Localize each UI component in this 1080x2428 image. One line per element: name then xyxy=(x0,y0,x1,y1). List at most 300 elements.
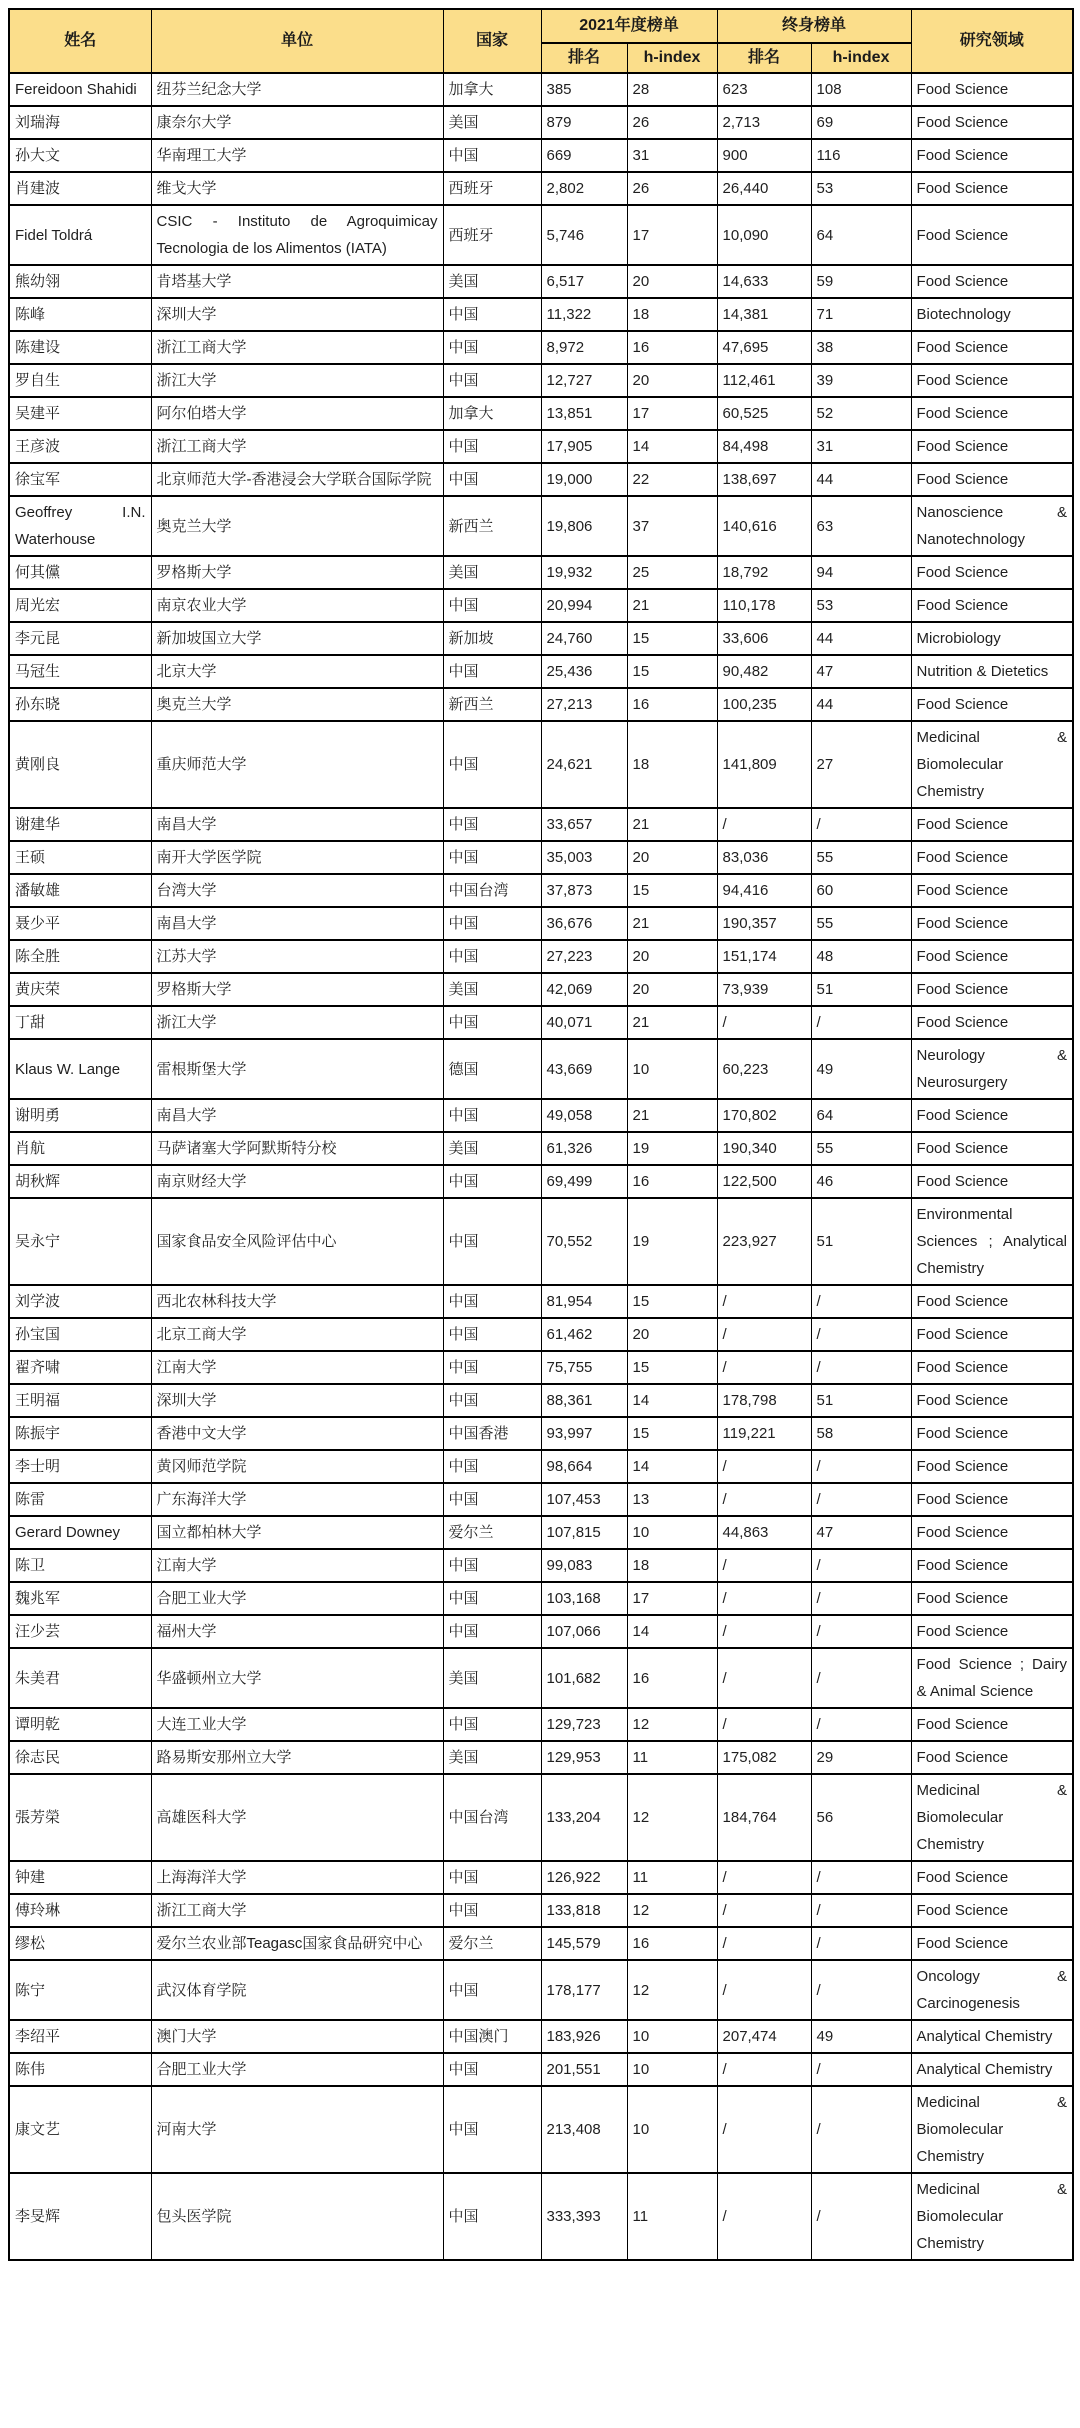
cell-rank_lifetime: 623 xyxy=(717,73,811,106)
cell-rank_lifetime: 14,633 xyxy=(717,265,811,298)
table-row xyxy=(9,1774,1073,1861)
cell-name: 肖航 xyxy=(9,1132,151,1165)
cell-field: Food Science xyxy=(911,874,1073,907)
cell-rank_2021: 13,851 xyxy=(541,397,627,430)
cell-rank_lifetime: / xyxy=(717,1648,811,1708)
cell-institution: 南京财经大学 xyxy=(151,1165,443,1198)
cell-country: 中国 xyxy=(443,1582,541,1615)
cell-hindex_lifetime: 55 xyxy=(811,1132,911,1165)
cell-rank_2021: 98,664 xyxy=(541,1450,627,1483)
cell-hindex_lifetime: / xyxy=(811,2086,911,2173)
cell-rank_2021: 133,818 xyxy=(541,1894,627,1927)
cell-field: Food Science xyxy=(911,1285,1073,1318)
table-row xyxy=(9,1708,1073,1741)
cell-institution: 纽芬兰纪念大学 xyxy=(151,73,443,106)
table-row xyxy=(9,1099,1073,1132)
cell-name: 周光宏 xyxy=(9,589,151,622)
cell-institution: 江苏大学 xyxy=(151,940,443,973)
cell-hindex_lifetime: 47 xyxy=(811,655,911,688)
cell-country: 中国 xyxy=(443,1099,541,1132)
cell-institution: 河南大学 xyxy=(151,2086,443,2173)
cell-hindex_2021: 26 xyxy=(627,106,717,139)
cell-rank_lifetime: / xyxy=(717,1450,811,1483)
cell-rank_lifetime: 190,357 xyxy=(717,907,811,940)
cell-name: 王彦波 xyxy=(9,430,151,463)
cell-institution: 合肥工业大学 xyxy=(151,1582,443,1615)
table-row xyxy=(9,2053,1073,2086)
cell-rank_lifetime: 119,221 xyxy=(717,1417,811,1450)
cell-field: Food Science xyxy=(911,841,1073,874)
table-row xyxy=(9,496,1073,556)
cell-hindex_2021: 16 xyxy=(627,1165,717,1198)
cell-institution: 西北农林科技大学 xyxy=(151,1285,443,1318)
cell-rank_lifetime: / xyxy=(717,808,811,841)
cell-name: 马冠生 xyxy=(9,655,151,688)
cell-name: 傅玲琳 xyxy=(9,1894,151,1927)
cell-rank_2021: 183,926 xyxy=(541,2020,627,2053)
cell-institution: CSIC - Instituto de Agroquimicay Tecnologia de los Alimentos (IATA) xyxy=(151,205,443,265)
cell-country: 中国 xyxy=(443,139,541,172)
cell-field: Food Science xyxy=(911,589,1073,622)
cell-institution: 南昌大学 xyxy=(151,907,443,940)
cell-institution: 上海海洋大学 xyxy=(151,1861,443,1894)
cell-hindex_2021: 17 xyxy=(627,205,717,265)
table-row xyxy=(9,397,1073,430)
cell-rank_2021: 61,326 xyxy=(541,1132,627,1165)
cell-name: Klaus W. Lange xyxy=(9,1039,151,1099)
cell-name: 丁甜 xyxy=(9,1006,151,1039)
cell-rank_2021: 12,727 xyxy=(541,364,627,397)
header-institution: 单位 xyxy=(151,9,443,73)
cell-institution: 澳门大学 xyxy=(151,2020,443,2053)
cell-hindex_2021: 20 xyxy=(627,940,717,973)
table-row xyxy=(9,1741,1073,1774)
cell-rank_2021: 103,168 xyxy=(541,1582,627,1615)
cell-rank_2021: 2,802 xyxy=(541,172,627,205)
cell-country: 中国 xyxy=(443,1861,541,1894)
cell-country: 中国 xyxy=(443,2053,541,2086)
cell-country: 西班牙 xyxy=(443,205,541,265)
cell-hindex_lifetime: / xyxy=(811,1894,911,1927)
cell-name: 李士明 xyxy=(9,1450,151,1483)
cell-rank_lifetime: 900 xyxy=(717,139,811,172)
cell-hindex_lifetime: 108 xyxy=(811,73,911,106)
cell-country: 中国 xyxy=(443,2173,541,2260)
cell-rank_lifetime: 2,713 xyxy=(717,106,811,139)
cell-field: Medicinal & Biomolecular Chemistry xyxy=(911,721,1073,808)
cell-institution: 阿尔伯塔大学 xyxy=(151,397,443,430)
cell-rank_2021: 6,517 xyxy=(541,265,627,298)
cell-institution: 福州大学 xyxy=(151,1615,443,1648)
cell-rank_2021: 5,746 xyxy=(541,205,627,265)
cell-country: 新加坡 xyxy=(443,622,541,655)
cell-field: Food Science xyxy=(911,205,1073,265)
cell-rank_lifetime: 190,340 xyxy=(717,1132,811,1165)
cell-rank_2021: 81,954 xyxy=(541,1285,627,1318)
table-row xyxy=(9,205,1073,265)
cell-institution: 大连工业大学 xyxy=(151,1708,443,1741)
cell-name: 陈宁 xyxy=(9,1960,151,2020)
cell-field: Food Science xyxy=(911,1708,1073,1741)
cell-rank_2021: 385 xyxy=(541,73,627,106)
cell-field: Food Science xyxy=(911,940,1073,973)
cell-field: Food Science xyxy=(911,1549,1073,1582)
cell-hindex_2021: 21 xyxy=(627,1006,717,1039)
cell-hindex_2021: 21 xyxy=(627,589,717,622)
cell-hindex_2021: 20 xyxy=(627,841,717,874)
cell-country: 中国 xyxy=(443,1708,541,1741)
cell-hindex_lifetime: 53 xyxy=(811,172,911,205)
table-row xyxy=(9,1483,1073,1516)
cell-country: 中国 xyxy=(443,331,541,364)
cell-field: Food Science xyxy=(911,331,1073,364)
cell-country: 中国 xyxy=(443,1006,541,1039)
cell-hindex_lifetime: 31 xyxy=(811,430,911,463)
table-row xyxy=(9,1960,1073,2020)
cell-institution: 广东海洋大学 xyxy=(151,1483,443,1516)
cell-field: Medicinal & Biomolecular Chemistry xyxy=(911,2086,1073,2173)
cell-field: Food Science xyxy=(911,73,1073,106)
table-row xyxy=(9,1006,1073,1039)
cell-institution: 深圳大学 xyxy=(151,298,443,331)
cell-rank_lifetime: 33,606 xyxy=(717,622,811,655)
cell-country: 中国 xyxy=(443,1549,541,1582)
cell-name: 熊幼翎 xyxy=(9,265,151,298)
cell-hindex_lifetime: 53 xyxy=(811,589,911,622)
cell-field: Food Science xyxy=(911,808,1073,841)
cell-country: 中国 xyxy=(443,1351,541,1384)
cell-field: Food Science xyxy=(911,1099,1073,1132)
table-row xyxy=(9,172,1073,205)
header-name: 姓名 xyxy=(9,9,151,73)
cell-country: 西班牙 xyxy=(443,172,541,205)
cell-field: Environmental Sciences ; Analytical Chemistry xyxy=(911,1198,1073,1285)
cell-hindex_2021: 11 xyxy=(627,1861,717,1894)
cell-hindex_lifetime: / xyxy=(811,1861,911,1894)
cell-name: 徐志民 xyxy=(9,1741,151,1774)
cell-field: Food Science ; Dairy & Animal Science xyxy=(911,1648,1073,1708)
cell-field: Food Science xyxy=(911,1384,1073,1417)
cell-rank_2021: 25,436 xyxy=(541,655,627,688)
table-row xyxy=(9,2020,1073,2053)
cell-rank_2021: 19,806 xyxy=(541,496,627,556)
cell-hindex_2021: 31 xyxy=(627,139,717,172)
table-row xyxy=(9,1132,1073,1165)
cell-hindex_2021: 37 xyxy=(627,496,717,556)
cell-hindex_2021: 22 xyxy=(627,463,717,496)
cell-hindex_lifetime: 94 xyxy=(811,556,911,589)
cell-name: 李旻辉 xyxy=(9,2173,151,2260)
cell-hindex_2021: 14 xyxy=(627,1615,717,1648)
cell-hindex_lifetime: 27 xyxy=(811,721,911,808)
cell-field: Food Science xyxy=(911,1450,1073,1483)
cell-country: 美国 xyxy=(443,106,541,139)
cell-name: 陈峰 xyxy=(9,298,151,331)
cell-hindex_lifetime: / xyxy=(811,1615,911,1648)
cell-rank_2021: 145,579 xyxy=(541,1927,627,1960)
cell-name: 朱美君 xyxy=(9,1648,151,1708)
cell-hindex_2021: 16 xyxy=(627,688,717,721)
table-row xyxy=(9,2173,1073,2260)
cell-name: Fereidoon Shahidi xyxy=(9,73,151,106)
cell-rank_lifetime: 14,381 xyxy=(717,298,811,331)
table-row xyxy=(9,622,1073,655)
cell-field: Food Science xyxy=(911,1582,1073,1615)
cell-rank_lifetime: 73,939 xyxy=(717,973,811,1006)
cell-rank_lifetime: / xyxy=(717,1708,811,1741)
cell-hindex_lifetime: / xyxy=(811,808,911,841)
cell-name: 黄刚良 xyxy=(9,721,151,808)
cell-country: 爱尔兰 xyxy=(443,1516,541,1549)
cell-field: Food Science xyxy=(911,1483,1073,1516)
cell-institution: 北京大学 xyxy=(151,655,443,688)
cell-institution: 黄冈师范学院 xyxy=(151,1450,443,1483)
table-row xyxy=(9,655,1073,688)
cell-rank_2021: 43,669 xyxy=(541,1039,627,1099)
cell-institution: 江南大学 xyxy=(151,1351,443,1384)
cell-hindex_2021: 26 xyxy=(627,172,717,205)
cell-rank_2021: 126,922 xyxy=(541,1861,627,1894)
cell-hindex_lifetime: 44 xyxy=(811,622,911,655)
cell-rank_lifetime: 84,498 xyxy=(717,430,811,463)
cell-rank_2021: 19,000 xyxy=(541,463,627,496)
cell-country: 中国 xyxy=(443,298,541,331)
cell-hindex_lifetime: 64 xyxy=(811,1099,911,1132)
cell-name: 孙大文 xyxy=(9,139,151,172)
cell-rank_lifetime: / xyxy=(717,1483,811,1516)
cell-institution: 南昌大学 xyxy=(151,808,443,841)
cell-rank_2021: 129,723 xyxy=(541,1708,627,1741)
cell-rank_2021: 35,003 xyxy=(541,841,627,874)
cell-country: 中国 xyxy=(443,808,541,841)
cell-institution: 新加坡国立大学 xyxy=(151,622,443,655)
cell-hindex_2021: 11 xyxy=(627,1741,717,1774)
cell-hindex_lifetime: 55 xyxy=(811,907,911,940)
cell-hindex_2021: 21 xyxy=(627,1099,717,1132)
cell-country: 中国香港 xyxy=(443,1417,541,1450)
cell-institution: 香港中文大学 xyxy=(151,1417,443,1450)
table-row xyxy=(9,589,1073,622)
cell-hindex_2021: 21 xyxy=(627,808,717,841)
cell-rank_2021: 201,551 xyxy=(541,2053,627,2086)
cell-rank_2021: 42,069 xyxy=(541,973,627,1006)
cell-name: 谢明勇 xyxy=(9,1099,151,1132)
cell-name: 王明福 xyxy=(9,1384,151,1417)
cell-rank_lifetime: / xyxy=(717,1861,811,1894)
cell-country: 新西兰 xyxy=(443,688,541,721)
cell-country: 德国 xyxy=(443,1039,541,1099)
cell-name: Gerard Downey xyxy=(9,1516,151,1549)
cell-country: 中国 xyxy=(443,1960,541,2020)
table-row xyxy=(9,874,1073,907)
cell-rank_2021: 27,223 xyxy=(541,940,627,973)
cell-hindex_lifetime: 55 xyxy=(811,841,911,874)
cell-hindex_lifetime: 51 xyxy=(811,973,911,1006)
table-body xyxy=(9,73,1073,2260)
header-row-groups xyxy=(9,9,1073,43)
cell-rank_lifetime: / xyxy=(717,1927,811,1960)
table-row xyxy=(9,973,1073,1006)
cell-name: Geoffrey I.N. Waterhouse xyxy=(9,496,151,556)
cell-hindex_2021: 16 xyxy=(627,1648,717,1708)
cell-country: 中国 xyxy=(443,463,541,496)
cell-country: 中国 xyxy=(443,1165,541,1198)
cell-hindex_2021: 12 xyxy=(627,1894,717,1927)
cell-country: 中国 xyxy=(443,721,541,808)
cell-name: 谭明乾 xyxy=(9,1708,151,1741)
cell-country: 中国 xyxy=(443,1450,541,1483)
cell-hindex_2021: 12 xyxy=(627,1708,717,1741)
cell-rank_2021: 19,932 xyxy=(541,556,627,589)
cell-rank_2021: 20,994 xyxy=(541,589,627,622)
table-row xyxy=(9,1318,1073,1351)
cell-hindex_lifetime: 49 xyxy=(811,1039,911,1099)
cell-rank_2021: 36,676 xyxy=(541,907,627,940)
cell-field: Food Science xyxy=(911,973,1073,1006)
cell-field: Oncology & Carcinogenesis xyxy=(911,1960,1073,2020)
cell-name: 康文艺 xyxy=(9,2086,151,2173)
cell-country: 中国 xyxy=(443,1198,541,1285)
cell-hindex_2021: 10 xyxy=(627,1039,717,1099)
cell-rank_lifetime: 223,927 xyxy=(717,1198,811,1285)
cell-field: Analytical Chemistry xyxy=(911,2053,1073,2086)
cell-rank_2021: 8,972 xyxy=(541,331,627,364)
table-row xyxy=(9,1384,1073,1417)
cell-name: 陈卫 xyxy=(9,1549,151,1582)
table-row xyxy=(9,106,1073,139)
cell-rank_2021: 93,997 xyxy=(541,1417,627,1450)
cell-institution: 南开大学医学院 xyxy=(151,841,443,874)
cell-institution: 奥克兰大学 xyxy=(151,496,443,556)
cell-institution: 南昌大学 xyxy=(151,1099,443,1132)
cell-field: Nutrition & Dietetics xyxy=(911,655,1073,688)
cell-field: Food Science xyxy=(911,1927,1073,1960)
table-row xyxy=(9,841,1073,874)
cell-rank_2021: 49,058 xyxy=(541,1099,627,1132)
cell-hindex_2021: 21 xyxy=(627,907,717,940)
cell-hindex_lifetime: / xyxy=(811,1318,911,1351)
cell-hindex_2021: 12 xyxy=(627,1960,717,2020)
cell-rank_lifetime: 184,764 xyxy=(717,1774,811,1861)
cell-institution: 武汉体育学院 xyxy=(151,1960,443,2020)
table-row xyxy=(9,907,1073,940)
cell-hindex_2021: 17 xyxy=(627,1582,717,1615)
cell-rank_lifetime: 141,809 xyxy=(717,721,811,808)
cell-rank_2021: 178,177 xyxy=(541,1960,627,2020)
cell-institution: 江南大学 xyxy=(151,1549,443,1582)
cell-hindex_lifetime: / xyxy=(811,1006,911,1039)
table-row xyxy=(9,1549,1073,1582)
cell-hindex_2021: 10 xyxy=(627,2053,717,2086)
cell-field: Nanoscience & Nanotechnology xyxy=(911,496,1073,556)
cell-hindex_lifetime: 60 xyxy=(811,874,911,907)
cell-country: 中国台湾 xyxy=(443,1774,541,1861)
cell-field: Food Science xyxy=(911,463,1073,496)
table-row xyxy=(9,298,1073,331)
cell-hindex_lifetime: 47 xyxy=(811,1516,911,1549)
table-row xyxy=(9,1039,1073,1099)
cell-field: Food Science xyxy=(911,139,1073,172)
cell-rank_2021: 11,322 xyxy=(541,298,627,331)
cell-hindex_2021: 11 xyxy=(627,2173,717,2260)
cell-hindex_2021: 14 xyxy=(627,1384,717,1417)
cell-field: Food Science xyxy=(911,397,1073,430)
cell-rank_2021: 75,755 xyxy=(541,1351,627,1384)
cell-hindex_lifetime: 59 xyxy=(811,265,911,298)
cell-hindex_lifetime: 58 xyxy=(811,1417,911,1450)
cell-institution: 马萨诸塞大学阿默斯特分校 xyxy=(151,1132,443,1165)
cell-hindex_lifetime: / xyxy=(811,2173,911,2260)
cell-field: Food Science xyxy=(911,1318,1073,1351)
cell-rank_lifetime: 26,440 xyxy=(717,172,811,205)
cell-country: 中国 xyxy=(443,1615,541,1648)
cell-hindex_2021: 15 xyxy=(627,1351,717,1384)
cell-hindex_2021: 20 xyxy=(627,973,717,1006)
cell-hindex_lifetime: 71 xyxy=(811,298,911,331)
header-group-2021: 2021年度榜单 xyxy=(541,9,717,43)
cell-institution: 康奈尔大学 xyxy=(151,106,443,139)
cell-rank_lifetime: / xyxy=(717,2053,811,2086)
cell-hindex_2021: 20 xyxy=(627,1318,717,1351)
cell-hindex_lifetime: / xyxy=(811,1960,911,2020)
cell-rank_lifetime: 110,178 xyxy=(717,589,811,622)
cell-name: 缪松 xyxy=(9,1927,151,1960)
cell-hindex_2021: 15 xyxy=(627,874,717,907)
cell-institution: 奥克兰大学 xyxy=(151,688,443,721)
cell-name: 潘敏雄 xyxy=(9,874,151,907)
cell-rank_2021: 61,462 xyxy=(541,1318,627,1351)
cell-rank_lifetime: 47,695 xyxy=(717,331,811,364)
cell-field: Food Science xyxy=(911,106,1073,139)
cell-country: 美国 xyxy=(443,1132,541,1165)
cell-name: 魏兆军 xyxy=(9,1582,151,1615)
cell-field: Food Science xyxy=(911,1615,1073,1648)
cell-hindex_lifetime: 44 xyxy=(811,688,911,721)
cell-field: Food Science xyxy=(911,1351,1073,1384)
cell-name: 孙宝国 xyxy=(9,1318,151,1351)
cell-country: 中国 xyxy=(443,1318,541,1351)
cell-hindex_2021: 18 xyxy=(627,721,717,808)
table-row xyxy=(9,940,1073,973)
cell-hindex_lifetime: / xyxy=(811,1285,911,1318)
cell-institution: 国家食品安全风险评估中心 xyxy=(151,1198,443,1285)
cell-rank_lifetime: 138,697 xyxy=(717,463,811,496)
cell-rank_2021: 669 xyxy=(541,139,627,172)
cell-rank_2021: 107,453 xyxy=(541,1483,627,1516)
cell-name: 徐宝军 xyxy=(9,463,151,496)
cell-name: 陈振宇 xyxy=(9,1417,151,1450)
cell-name: 罗自生 xyxy=(9,364,151,397)
cell-hindex_2021: 20 xyxy=(627,364,717,397)
cell-hindex_2021: 10 xyxy=(627,1516,717,1549)
cell-name: 吴建平 xyxy=(9,397,151,430)
table-row xyxy=(9,1165,1073,1198)
cell-country: 中国 xyxy=(443,940,541,973)
cell-country: 中国台湾 xyxy=(443,874,541,907)
header-hindex-2021: h-index xyxy=(627,43,717,73)
header-rank-lifetime: 排名 xyxy=(717,43,811,73)
cell-name: 何其儻 xyxy=(9,556,151,589)
table-row xyxy=(9,1615,1073,1648)
cell-country: 中国 xyxy=(443,1384,541,1417)
cell-rank_2021: 88,361 xyxy=(541,1384,627,1417)
cell-rank_2021: 333,393 xyxy=(541,2173,627,2260)
table-row xyxy=(9,1894,1073,1927)
table-row xyxy=(9,430,1073,463)
cell-hindex_lifetime: / xyxy=(811,1483,911,1516)
cell-name: 李元昆 xyxy=(9,622,151,655)
cell-rank_lifetime: 94,416 xyxy=(717,874,811,907)
